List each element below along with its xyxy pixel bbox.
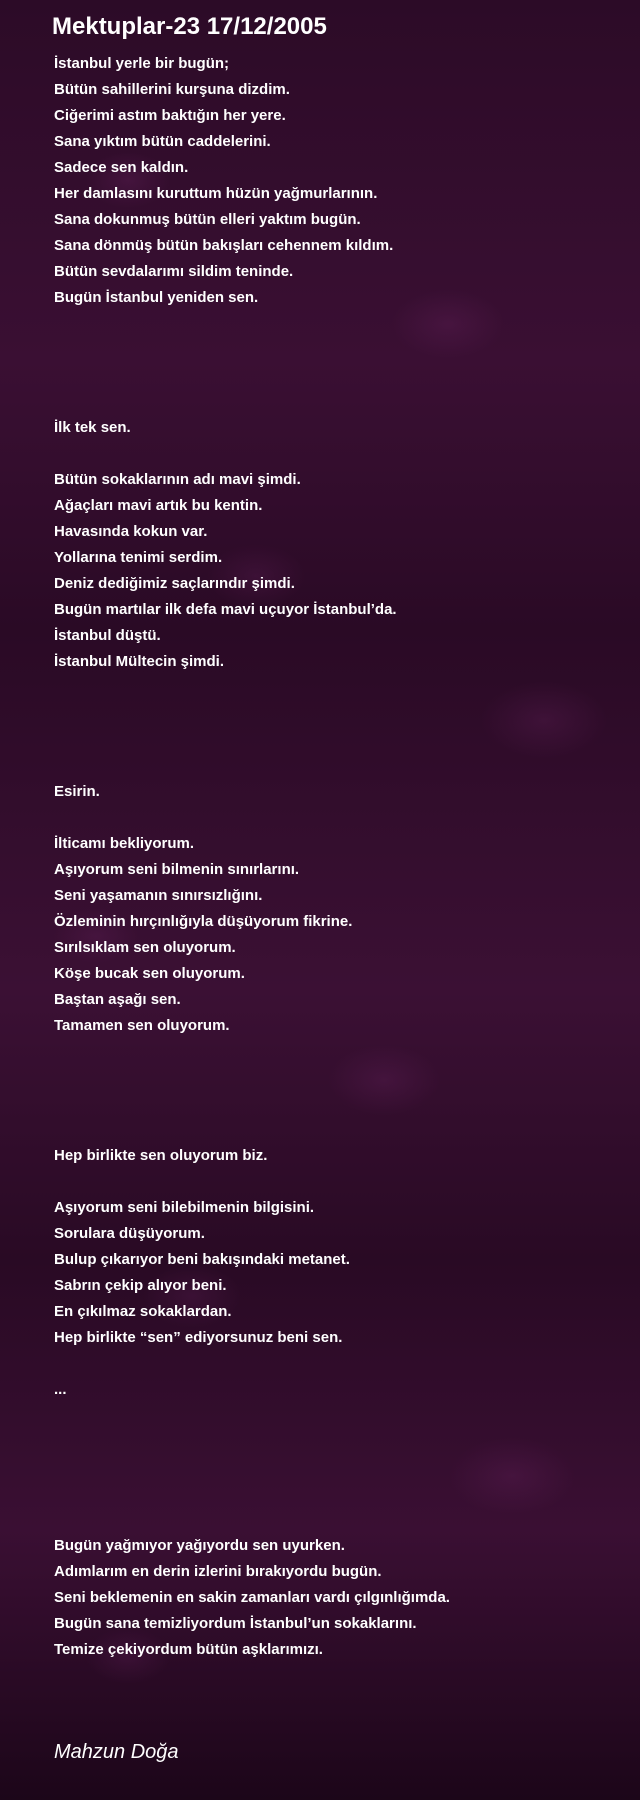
poem-line: Köşe bucak sen oluyorum. [54,965,245,982]
poem-blank-line [54,1429,614,1455]
poem-blank-line [54,701,614,727]
poem-line: Seni beklemenin en sakin zamanları vardı çılgınlığımda. [54,1589,450,1606]
poem-blank-line [54,1039,614,1065]
poem-blank-line [54,1481,614,1507]
poem-blank-line [54,311,614,337]
poem-line: Ciğerimi astım baktığın her yere. [54,107,286,124]
poem-blank-line [54,753,614,779]
poem-line: ... [54,1381,67,1398]
poem-line: İstanbul düştü. [54,627,161,644]
poem-line: Bugün martılar ilk defa mavi uçuyor İstanbul’da. [54,601,397,618]
poem-line: Sabrın çekip alıyor beni. [54,1277,227,1294]
poem-author: Mahzun Doğa [54,1741,179,1763]
poem-line: Bütün sevdalarımı sildim teninde. [54,263,294,280]
poem-line: Yollarına tenimi serdim. [54,549,223,566]
poem-blank-line [54,441,614,467]
poem-line: İstanbul yerle bir bugün; [54,55,230,72]
poem-line: Hep birlikte sen oluyorum biz. [54,1147,268,1164]
poem-line: Sorulara düşüyorum. [54,1225,205,1242]
poem-blank-line [54,805,614,831]
poem-line: Bulup çıkarıyor beni bakışındaki metanet. [54,1251,350,1268]
poem-blank-line [54,675,614,701]
poem-blank-line [54,1455,614,1481]
poem-line: Her damlasını kuruttum hüzün yağmurlarının. [54,185,378,202]
poem-line: Sadece sen kaldın. [54,159,189,176]
poem-line: Özleminin hırçınlığıyla düşüyorum fikrine. [54,913,353,930]
poem-line: Bütün sokaklarının adı mavi şimdi. [54,471,301,488]
poem-line: Aşıyorum seni bilebilmenin bilgisini. [54,1199,315,1216]
poem-line: İlk tek sen. [54,419,131,436]
poem-blank-line [54,1507,614,1533]
poem-line: Bütün sahillerini kurşuna dizdim. [54,81,290,98]
poem-blank-line [54,389,614,415]
poem-blank-line [54,363,614,389]
poem-line: Sana dönmüş bütün bakışları cehennem kıldım. [54,237,394,254]
poem-line: Bugün yağmıyor yağıyordu sen uyurken. [54,1537,345,1554]
poem-blank-line [54,1403,614,1429]
poem-line: Havasında kokun var. [54,523,208,540]
poem-line: Ağaçları mavi artık bu kentin. [54,497,263,514]
poem-blank-line [54,1065,614,1091]
poem-line: Sana yıktım bütün caddelerini. [54,133,271,150]
poem-line: Tamamen sen oluyorum. [54,1017,230,1034]
poem-body [54,51,614,1663]
poem-line: Hep birlikte “sen” ediyorsunuz beni sen. [54,1329,343,1346]
poem-line: İstanbul Mültecin şimdi. [54,653,225,670]
poem-line: Adımlarım en derin izlerini bırakıyordu bugün. [54,1563,382,1580]
poem-line: Sana dokunmuş bütün elleri yaktım bugün. [54,211,361,228]
poem-line: Baştan aşağı sen. [54,991,181,1008]
poem-blank-line [54,1351,614,1377]
poem-line: Aşıyorum seni bilmenin sınırlarını. [54,861,300,878]
poem-line: Sırılsıklam sen oluyorum. [54,939,236,956]
poem-line: Temize çekiyordum bütün aşklarımızı. [54,1641,323,1658]
poem-blank-line [54,1169,614,1195]
poem-blank-line [54,337,614,363]
poem-blank-line [54,1117,614,1143]
poem-line: Bugün İstanbul yeniden sen. [54,289,259,306]
poem-line: Bugün sana temizliyordum İstanbul’un sokaklarını. [54,1615,417,1632]
poem-line: Esirin. [54,783,100,800]
poem-line: Deniz dediğimiz saçlarındır şimdi. [54,575,295,592]
poem-blank-line [54,1091,614,1117]
poem-blank-line [54,727,614,753]
poem-line: İlticamı bekliyorum. [54,835,195,852]
poem-line: Seni yaşamanın sınırsızlığını. [54,887,263,904]
poem-line: En çıkılmaz sokaklardan. [54,1303,232,1320]
poem-title: Mektuplar-23 17/12/2005 [52,13,327,40]
